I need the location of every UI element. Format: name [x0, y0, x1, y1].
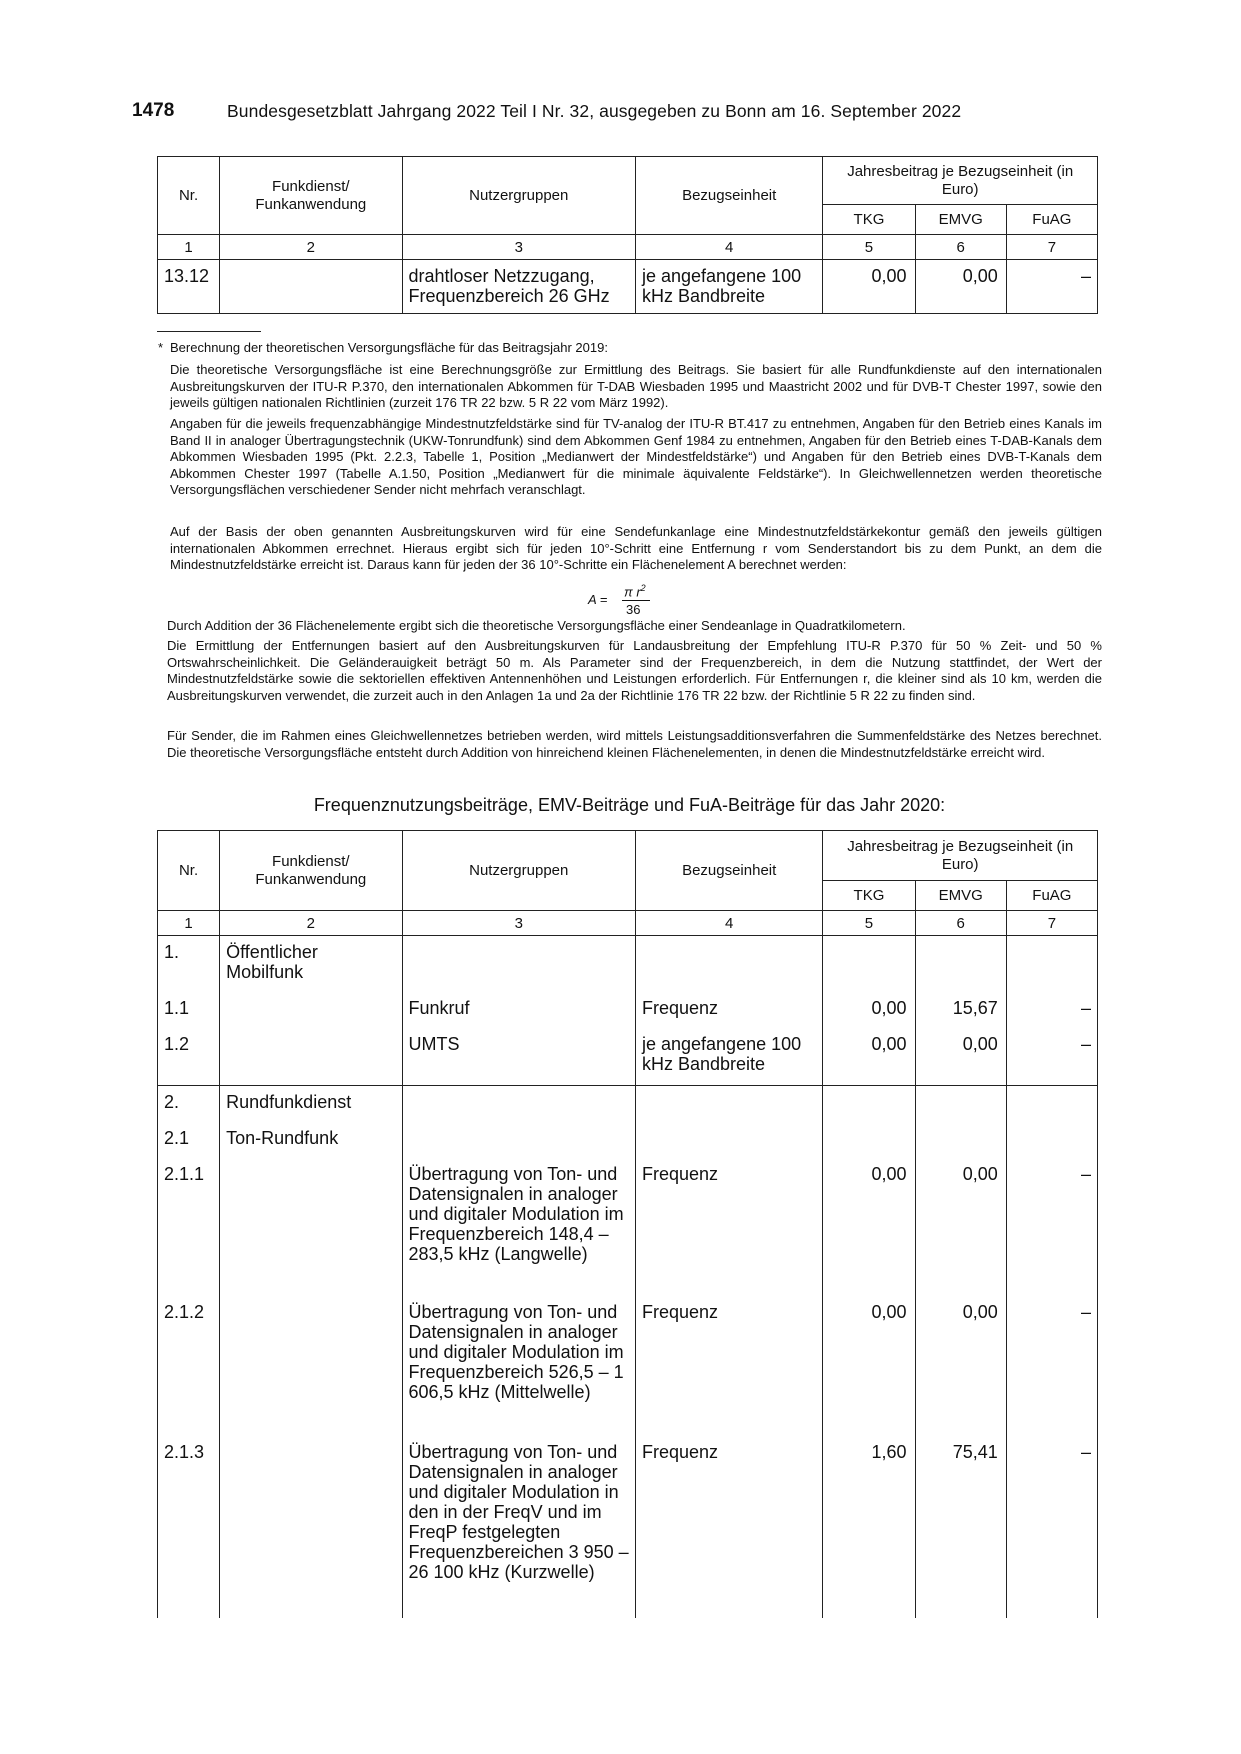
cell-funkdienst: Öffentlicher Mobilfunk	[220, 936, 402, 992]
cell-emvg: 0,00	[915, 1158, 1006, 1296]
fee-table-continued	[157, 156, 1098, 314]
column-header-funkdienst: Funkdienst/ Funkanwendung	[220, 157, 402, 235]
cell-funkdienst	[220, 1296, 402, 1436]
formula-numerator: π $r^2$	[624, 583, 646, 600]
cell-nr: 2.1	[158, 1122, 220, 1158]
column-header-nr: Nr.	[158, 157, 220, 235]
cell-bezugseinheit: Frequenz	[635, 1296, 822, 1436]
footnote-paragraph: Die theoretische Versorgungsfläche ist eine Berechnungsgröße zur Ermittlung des Beitrags. Sie basiert für alle Rundfunkdienste auf den internationalen Ausbreitungskurven der ITU-R P.370, den internationalen Abkommen für T-DAB Wiesbaden 1995 und Maastricht 2002 und für DVB-T Chester 1997, sowie den jeweils gültigen nationalen Richtlinien (zurzeit 176 TR 22 bzw. 5 R 22 vom März 1992).	[170, 362, 1102, 410]
cell-tkg	[823, 1122, 915, 1158]
table-row	[158, 1158, 1098, 1296]
column-header-jahresbeitrag: Jahresbeitrag je Bezugseinheit (in Euro)	[823, 831, 1098, 881]
cell-emvg: 0,00	[915, 1296, 1006, 1436]
fee-table-2020	[157, 830, 1098, 1618]
cell-nutzergruppen: drahtloser Netzzugang, Frequenzbereich 26 GHz	[402, 260, 635, 314]
running-title: Bundesgesetzblatt Jahrgang 2022 Teil I Nr. 32, ausgegeben zu Bonn am 16. September 2022	[227, 101, 962, 121]
column-header-emvg: EMVG	[915, 205, 1006, 235]
column-header-fuag: FuAG	[1006, 881, 1097, 911]
column-index: 1	[158, 911, 220, 936]
cell-nr: 2.1.2	[158, 1296, 220, 1436]
column-index: 3	[402, 235, 635, 260]
page-number: 1478	[132, 100, 175, 121]
footnote-marker: *	[158, 340, 164, 355]
cell-emvg	[915, 936, 1006, 992]
cell-funkdienst: Ton-Rundfunk	[220, 1122, 402, 1158]
cell-nr: 2.1.3	[158, 1436, 220, 1618]
cell-bezugseinheit	[635, 1122, 822, 1158]
cell-nr: 1.1	[158, 992, 220, 1028]
cell-funkdienst	[220, 260, 402, 314]
column-index: 6	[915, 235, 1006, 260]
formula-lhs: A =	[588, 592, 608, 607]
footnote-divider	[157, 331, 261, 332]
table-row	[158, 1028, 1098, 1086]
footnote-paragraph: Die Ermittlung der Entfernungen basiert auf den Ausbreitungskurven für Landausbreitung der Empfehlung ITU-R P.370 für 50 % Zeit- und 50 % Ortswahrscheinlichkeit. Die Geländerauigkeit beträgt 50 m. Als Parameter sind der Frequenzbereich, in dem die Nutzung stattfindet, der Wert der Mindestnutzfeldstärke sowie die sektoriellen effektiven Antennenhöhen und Leistungen erforderlich. Für Entfernungen r, die kleiner sind als 10 km, werden die Ausbreitungskurven verwendet, die zurzeit auch in den Anlagen 1a und 2a der Richtlinie 176 TR 22 bzw. der Richtlinie 5 R 22 zu finden sind.	[167, 638, 1102, 703]
column-index: 4	[635, 235, 822, 260]
cell-funkdienst	[220, 1028, 402, 1086]
fraction-bar	[622, 600, 650, 601]
cell-nutzergruppen: Übertragung von Ton- und Datensignalen in analoger und digitaler Modulation in den in der FreqV und im FreqP festgelegten Frequenzbereichen 3 950 – 26 100 kHz (Kurzwelle)	[402, 1436, 635, 1618]
footnote-paragraph: Auf der Basis der oben genannten Ausbreitungskurven wird für eine Sendefunkanlage eine Mindestnutzfeldstärkekontur gemäß den jeweils gültigen internationalen Abkommen errechnet. Hieraus ergibt sich für jeden 10°-Schritt eine Entfernung r vom Senderstandort bis zu dem Punkt, an dem die Mindestnutzfeldstärke erreicht ist. Daraus kann für jeden der 36 10°-Schritte ein Flächenelement A berechnet werden:	[170, 524, 1102, 572]
cell-bezugseinheit: je angefangene 100 kHz Bandbreite	[635, 260, 822, 314]
cell-nutzergruppen	[402, 936, 635, 992]
table-row	[158, 260, 1098, 314]
column-header-bezugseinheit: Bezugseinheit	[635, 157, 822, 235]
section-title: Frequenznutzungsbeiträge, EMV-Beiträge und FuA-Beiträge für das Jahr 2020:	[313, 795, 946, 815]
footnote-paragraph: Für Sender, die im Rahmen eines Gleichwellennetzes betrieben werden, wird mittels Leistungsadditionsverfahren die Summenfeldstärke des Netzes berechnet. Die theoretische Versorgungsfläche entsteht durch Addition von hinreichend kleinen Flächenelementen, in denen die Mindestnutzfeldstärke erreicht wird.	[167, 728, 1102, 760]
cell-emvg: 0,00	[915, 1028, 1006, 1086]
cell-bezugseinheit	[635, 1086, 822, 1122]
cell-funkdienst	[220, 1436, 402, 1618]
column-index: 7	[1006, 911, 1097, 936]
cell-tkg	[823, 936, 915, 992]
cell-tkg: 0,00	[823, 1296, 915, 1436]
table-row	[158, 1296, 1098, 1436]
cell-funkdienst	[220, 1158, 402, 1296]
cell-fuag: –	[1006, 1436, 1097, 1618]
cell-bezugseinheit: Frequenz	[635, 992, 822, 1028]
column-index: 6	[915, 911, 1006, 936]
cell-emvg	[915, 1086, 1006, 1122]
cell-fuag: –	[1006, 992, 1097, 1028]
cell-emvg: 75,41	[915, 1436, 1006, 1618]
cell-tkg: 0,00	[823, 1158, 915, 1296]
formula-denominator: 36	[626, 602, 641, 617]
column-header-nutzergruppen: Nutzergruppen	[402, 831, 635, 911]
footnote-paragraph: Durch Addition der 36 Flächenelemente ergibt sich die theoretische Versorgungsfläche einer Sendeanlage in Quadratkilometern.	[167, 618, 906, 633]
column-header-nutzergruppen: Nutzergruppen	[402, 157, 635, 235]
column-header-jahresbeitrag: Jahresbeitrag je Bezugseinheit (in Euro)	[823, 157, 1098, 205]
cell-funkdienst: Rundfunkdienst	[220, 1086, 402, 1122]
cell-fuag	[1006, 1086, 1097, 1122]
cell-nutzergruppen	[402, 1122, 635, 1158]
page-header	[132, 100, 1112, 124]
cell-bezugseinheit: je angefangene 100 kHz Bandbreite	[635, 1028, 822, 1086]
cell-emvg	[915, 1122, 1006, 1158]
cell-nr: 1.2	[158, 1028, 220, 1086]
cell-emvg: 0,00	[915, 260, 1006, 314]
cell-fuag	[1006, 1122, 1097, 1158]
cell-fuag: –	[1006, 1158, 1097, 1296]
column-header-emvg: EMVG	[915, 881, 1006, 911]
cell-tkg: 0,00	[823, 992, 915, 1028]
column-header-fuag: FuAG	[1006, 205, 1097, 235]
footnote-paragraph: Angaben für die jeweils frequenzabhängige Mindestnutzfeldstärke sind für TV-analog der ITU-R BT.417 zu entnehmen, Angaben für den Betrieb eines Kanals im Band II in analoger Übertragungstechnik (UKW-Tonrundfunk) sind dem Abkommen Genf 1984 zu entnehmen, Angaben für den Betrieb eines T-DAB-Kanals dem Abkommen Wiesbaden 1995 (Pkt. 2.2.3, Tabelle 1, Position „Medianwert der Mindestfeldstärke“) und Angaben für den Betrieb eines DVB-T-Kanals dem Abkommen Chester 1997 (Tabelle A.1.50, Position „Medianwert für die minimale äquivalente Feldstärke“). In Gleichwellennetzen werden theoretische Versorgungsflächen verschiedener Sender nicht mehrfach veranschlagt.	[170, 416, 1102, 497]
cell-nr: 1.	[158, 936, 220, 992]
column-header-tkg: TKG	[823, 205, 915, 235]
column-index: 2	[220, 235, 402, 260]
cell-nutzergruppen: Übertragung von Ton- und Datensignalen in analoger und digitaler Modulation im Frequenzbereich 526,5 – 1 606,5 kHz (Mittelwelle)	[402, 1296, 635, 1436]
cell-tkg: 1,60	[823, 1436, 915, 1618]
column-index: 3	[402, 911, 635, 936]
cell-bezugseinheit: Frequenz	[635, 1158, 822, 1296]
cell-funkdienst	[220, 992, 402, 1028]
column-index: 7	[1006, 235, 1097, 260]
cell-nr: 2.1.1	[158, 1158, 220, 1296]
cell-nr: 2.	[158, 1086, 220, 1122]
table-row	[158, 936, 1098, 992]
table-row	[158, 992, 1098, 1028]
table-row	[158, 1122, 1098, 1158]
cell-fuag: –	[1006, 1028, 1097, 1086]
column-header-nr: Nr.	[158, 831, 220, 911]
table-row	[158, 1086, 1098, 1122]
table-row	[158, 1436, 1098, 1618]
cell-nutzergruppen: Übertragung von Ton- und Datensignalen in analoger und digitaler Modulation im Frequenzbereich 148,4 – 283,5 kHz (Langwelle)	[402, 1158, 635, 1296]
cell-nutzergruppen	[402, 1086, 635, 1122]
column-header-funkdienst: Funkdienst/ Funkanwendung	[220, 831, 402, 911]
cell-nr: 13.12	[158, 260, 220, 314]
column-header-bezugseinheit: Bezugseinheit	[635, 831, 822, 911]
cell-bezugseinheit: Frequenz	[635, 1436, 822, 1618]
column-index: 2	[220, 911, 402, 936]
column-index: 5	[823, 235, 915, 260]
cell-nutzergruppen: UMTS	[402, 1028, 635, 1086]
formula-exponent: 2	[640, 583, 646, 593]
cell-fuag	[1006, 936, 1097, 992]
cell-fuag: –	[1006, 260, 1097, 314]
cell-tkg: 0,00	[823, 260, 915, 314]
cell-nutzergruppen: Funkruf	[402, 992, 635, 1028]
cell-bezugseinheit	[635, 936, 822, 992]
cell-emvg: 15,67	[915, 992, 1006, 1028]
cell-tkg	[823, 1086, 915, 1122]
footnote-title: Berechnung der theoretischen Versorgungsfläche für das Beitragsjahr 2019:	[170, 340, 608, 355]
column-index: 4	[635, 911, 822, 936]
column-index: 5	[823, 911, 915, 936]
column-header-tkg: TKG	[823, 881, 915, 911]
cell-fuag: –	[1006, 1296, 1097, 1436]
cell-tkg: 0,00	[823, 1028, 915, 1086]
column-index: 1	[158, 235, 220, 260]
area-formula	[588, 583, 668, 619]
